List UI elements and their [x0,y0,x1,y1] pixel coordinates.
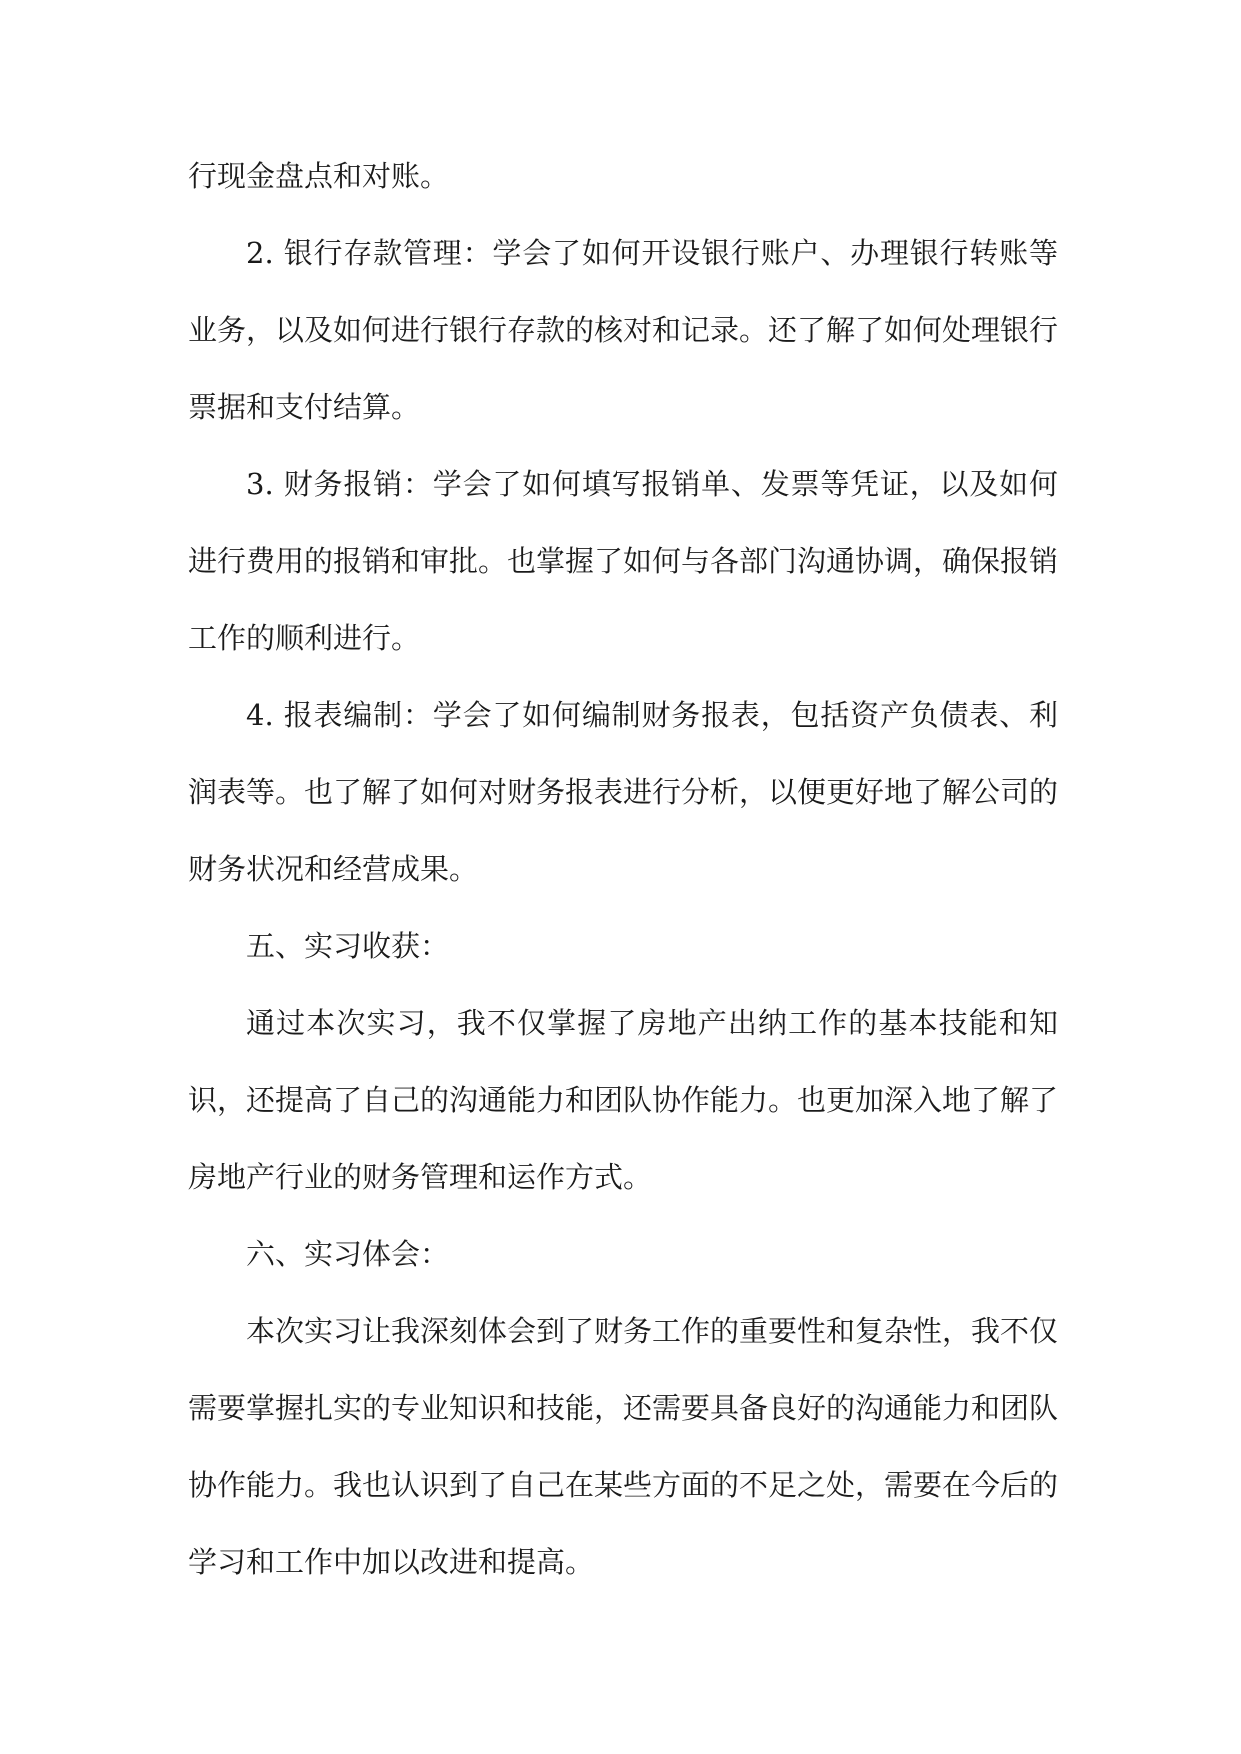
section-heading-gains: 五、实习收获： [246,929,450,963]
paragraph-continuation: 行现金盘点和对账。 [188,159,450,193]
paragraph-gains: 通过本次实习，我不仅掌握了房地产出纳工作的基本技能和知识，还提高了自己的沟通能力和团队协作能力。也更加深入地了解了房地产行业的财务管理和运作方式。 [188,1006,1059,1194]
paragraph-reimbursement: 3. 财务报销：学会了如何填写报销单、发票等凭证，以及如何进行费用的报销和审批。也掌握了如何与各部门沟通协调，确保报销工作的顺利进行。 [188,467,1059,655]
section-heading-reflections: 六、实习体会： [246,1237,450,1271]
document-body [188,138,1058,1601]
paragraph-report-compilation: 4. 报表编制：学会了如何编制财务报表，包括资产负债表、利润表等。也了解了如何对财务报表进行分析，以便更好地了解公司的财务状况和经营成果。 [188,698,1059,886]
paragraph-reflections: 本次实习让我深刻体会到了财务工作的重要性和复杂性，我不仅需要掌握扎实的专业知识和技能，还需要具备良好的沟通能力和团队协作能力。我也认识到了自己在某些方面的不足之处，需要在今后的学习和工作中加以改进和提高。 [188,1314,1059,1579]
paragraph-bank-deposit: 2. 银行存款管理：学会了如何开设银行账户、办理银行转账等业务，以及如何进行银行存款的核对和记录。还了解了如何处理银行票据和支付结算。 [188,236,1059,424]
